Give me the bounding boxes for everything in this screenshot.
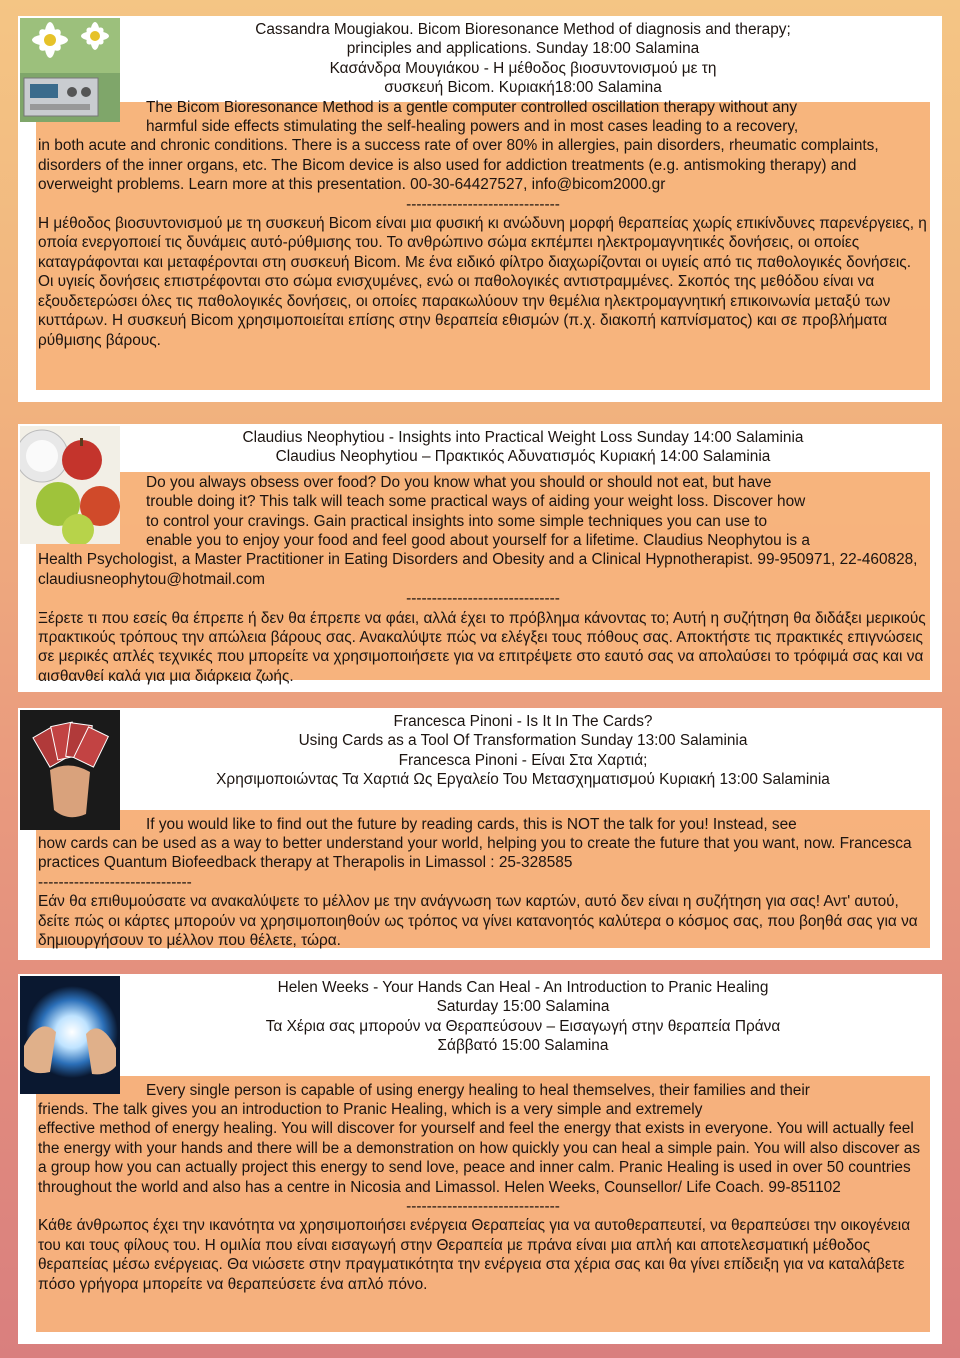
event-title-line: Κασάνδρα Μουγιάκου - Η μέθοδος βιοσυντονισμού με τη (329, 59, 717, 77)
separator: ------------------------------ (406, 590, 560, 608)
separator: ------------------------------ (38, 873, 192, 891)
event-card-pranic-healing (18, 974, 942, 1344)
english-description: If you would like to find out the future by reading cards, this is NOT the talk for you! Instead, see (146, 815, 797, 833)
event-title-line: Helen Weeks - Your Hands Can Heal - An Introduction to Pranic Healing (277, 979, 769, 996)
event-title-line: Χρησιμοποιώντας Τα Χαρτιά Ως Εργαλείο Του Μετασχηματισμού Κυριακή 13:00 Salaminia (216, 771, 830, 789)
event-title-line: Francesca Pinoni - Is It In The Cards? (393, 713, 653, 730)
english-description: in both acute and chronic conditions. There is a success rate of over 80% in allergies, pain disorders, rheumatic complaints, disorders of the inner organs, etc. The Bicom device is also used for addiction treatments (e.g. antismoking therapy) and overweight problems. Learn more at this presentation. 00-30-64427527, info@bicom2000.gr (38, 137, 879, 194)
english-description: Health Psychologist, a Master Practitioner in Eating Disorders and Obesity and a Clinical Hypnotherapist. 99-950971, 22-460828, claudiusneophytou@hotmail.com (38, 551, 918, 588)
english-description: friends. The talk gives you an introduction to Pranic Healing, which is a very simple and extremely (38, 1101, 703, 1119)
english-description: how cards can be used as a way to better understand your world, helping you to create the future that you want, now. Francesca practices Quantum Biofeedback therapy at Therapolis in Limassol : 25-328585 (38, 835, 912, 872)
event-title-line: Francesca Pinoni - Είναι Στα Χαρτιά; (398, 751, 648, 769)
event-card-weight-loss (18, 424, 942, 692)
event-title-line: principles and applications. Sunday 18:00 Salamina (346, 40, 700, 58)
event-title-line: Saturday 15:00 Salamina (436, 998, 610, 1016)
english-description: effective method of energy healing. You will discover for yourself and feel the energy that exists in everyone. You will actually feel the energy with your hands and there will be a demonstration on how quickly you can heal a simple pain. You will also discover as a group how you can actually project this energy to send love, peace and inner calm. Pranic Healing is used in over 50 countries throughout the world and also has a centre in Nicosia and Limassol. Helen Weeks, Counsellor/ Life Coach. 99-851102 (38, 1120, 921, 1196)
english-description: enable you to enjoy your food and feel good about yourself for a lifetime. Claudius Neophytou is a (146, 532, 810, 550)
english-description: trouble doing it? This talk will teach some practical ways of aiding your weight loss. Discover how (146, 493, 806, 511)
greek-description: Η μέθοδος βιοσυντονισμού με τη συσκευή Bicom είναι μια φυσική κι ανώδυνη μορφή θεραπείας χωρίς επικίνδυνες παρενέργειες, η οποία ενεργοποιεί τις δυνάμεις αυτό-ρύθμισης του. Το ανθρώπινο σώμα εκπέμπει ηλεκτρομαγνητικές δονήσεις, οι οποίες καταγράφονται και μεταφέρονται στη συσκευή Bicom. Με ένα ειδικό φίλτρο διαχωρίζονται οι υγιείς από τις παθολογικές δονήσεις. Οι υγιείς δονήσεις επιστρέφονται στο σώμα ενισχυμένες, ενώ οι παθολογικές αντιστραμμένες. Σκοπός της μεθόδου είναι να εξουδετερώσει όλες τις παθολογικές δονήσεις, οι οποίες παρακωλύουν την θεμέλια ηλεκτρομαγνητική επικοινωνία μεταξύ των κυττάρων. Η συσκευή Bicom χρησιμοποιείται επίσης στην θεραπεία εθισμών (π.χ. διακοπή καπνίσματος) και σε προβλήματα ρύθμισης βάρους. (38, 215, 927, 349)
event-title-line: Claudius Neophytiou – Πρακτικός Αδυνατισμός Κυριακή 14:00 Salaminia (275, 448, 771, 466)
english-description: harmful side effects stimulating the self-healing powers and in most cases leading to a recovery, (146, 118, 799, 136)
event-title-line: Τα Χέρια σας μπορούν να Θεραπεύσουν – Εισαγωγή στην θεραπεία Πράνα (265, 1017, 781, 1035)
event-card-cards (18, 708, 942, 960)
english-description: Every single person is capable of using energy healing to heal themselves, their families and their (146, 1081, 810, 1099)
greek-description: Εάν θα επιθυμούσατε να ανακαλύψετε το μέλλον με την ανάγνωση των καρτών, αυτό δεν είναι η συζήτηση για σας! Αντ' αυτού, δείτε πώς οι κάρτες μπορούν να χρησιμοποιηθούν ως τρόπος να γίνει κατανοητός καλύτερα ο κόσμος σας, που βοηθά σας για να δημιουργήσουν το μέλλον που θέλετε, τώρα. (38, 893, 918, 950)
separator: ------------------------------ (406, 195, 560, 213)
greek-description: Ξέρετε τι που εσείς θα έπρεπε ή δεν θα έπρεπε να φάει, αλλά έχει το πρόβλημα κάνοντας το; Αυτή η συζήτηση θα διδάξει μερικούς πρακτικούς τρόπους την απώλεια βάρους σας. Ανακαλύψτε πώς να ελέγξει τους πόθους σας. Αποκτήστε τις πρακτικές επιγνώσεις σε μερικές απλές τεχνικές που μπορείτε να χρησιμοποιήσετε για να επιτρέψετε στο εαυτό σας να απολαύσει το τρόφιμά σας και να αισθανθεί καλά για μια διάρκεια ζωής. (38, 609, 926, 685)
english-description: to control your cravings. Gain practical insights into some simple techniques you can use to (146, 512, 768, 530)
event-title-line: συσκευή Bicom. Κυριακή18:00 Salamina (384, 79, 662, 97)
separator: ------------------------------ (406, 1198, 560, 1216)
event-card-bicom (18, 16, 942, 402)
english-description: The Bicom Bioresonance Method is a gentle computer controlled oscillation therapy without any (146, 98, 798, 116)
event-title-line: Using Cards as a Tool Of Transformation Sunday 13:00 Salaminia (298, 732, 748, 750)
greek-description: Κάθε άνθρωπος έχει την ικανότητα να χρησιμοποιήσει ενέργεια Θεραπείας για να αυτοθεραπευτεί, να θεραπεύσει την οικογένεια του και τους φίλους του. Η ομιλία που είναι εισαγωγή στην Θεραπεία με πράνα είναι μια απλή και αποτελεσματική μέθοδος θεραπείας μέσω ενέργειας. Θα νιώσετε στην πραγματικότητα την ενέργεια στα χέρια σας και θα γίνει επίδειξη για να καταλάβετε πόσο γρήγορα μπορείτε να θεραπεύσετε ένα απλό πόνο. (38, 1217, 911, 1293)
event-title-line: Σάββατό 15:00 Salamina (437, 1037, 609, 1055)
event-title-line: Claudius Neophytiou - Insights into Practical Weight Loss Sunday 14:00 Salaminia (242, 429, 804, 446)
english-description: Do you always obsess over food? Do you know what you should or should not eat, but have (146, 473, 772, 491)
event-title-line: Cassandra Mougiakou. Bicom Bioresonance Method of diagnosis and therapy; (255, 21, 791, 38)
